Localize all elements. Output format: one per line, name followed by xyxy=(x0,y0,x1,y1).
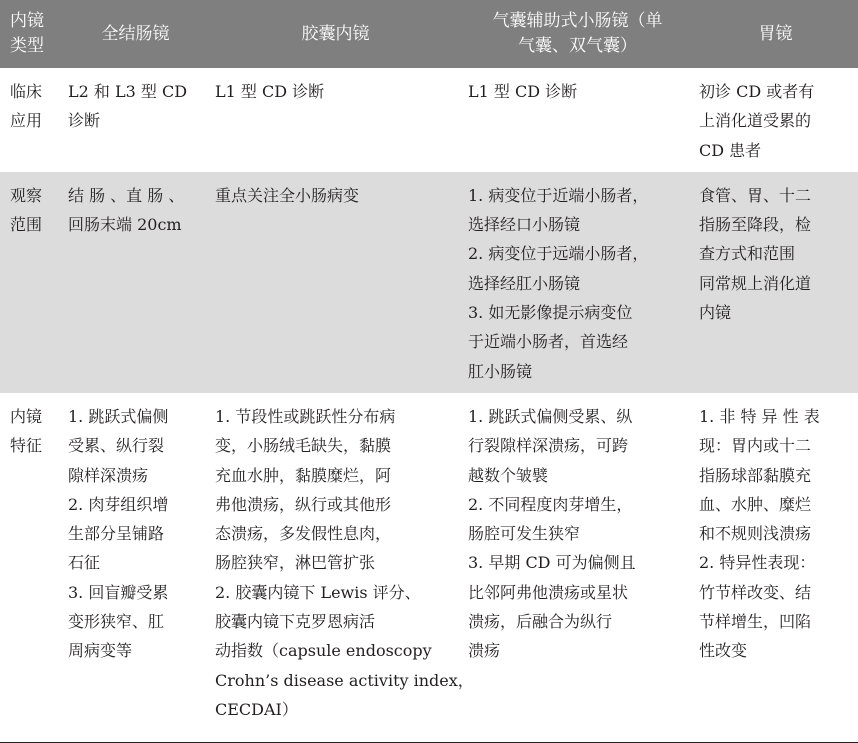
cell-line: 肠腔狭窄，淋巴管扩张 xyxy=(215,553,376,573)
cell-line: 溃疡，后融合为纵行 xyxy=(468,612,613,632)
cell-colonoscopy xyxy=(62,68,209,172)
cell-line: 竹节样改变、结 xyxy=(699,582,812,602)
cell-line: 生部分呈铺路 xyxy=(68,524,165,544)
cell-line: CECDAI） xyxy=(215,699,298,719)
header-balloon-enteroscopy: 气囊辅助式小肠镜（单 气囊、双气囊） xyxy=(462,0,693,68)
cell-line: L1 型 CD 诊断 xyxy=(468,82,578,101)
cell-line: 于近端小肠者，首选经 xyxy=(468,332,629,352)
cell-line: 结 肠 、直 肠 、 xyxy=(68,185,185,205)
header-endoscopy-type: 内镜 类型 xyxy=(0,0,62,68)
cell-line: 回肠末端 20cm xyxy=(68,215,182,235)
cell-line: CD 患者 xyxy=(699,140,762,160)
cell-line: 3. 早期 CD 可为偏侧且 xyxy=(468,553,636,573)
cell-line: 1. 跳跃式偏侧受累、纵 xyxy=(468,406,633,426)
cell-line: 2. 特异性表现： xyxy=(699,553,816,573)
cell-gastroscopy xyxy=(693,393,858,743)
cell-line: 重点关注全小肠病变 xyxy=(215,185,360,205)
cell-colonoscopy xyxy=(62,393,209,743)
cell-line: 1. 跳跃式偏侧 xyxy=(68,406,169,426)
cell-capsule-endoscopy xyxy=(209,393,474,743)
cell-line: 充血水肿，黏膜糜烂，阿 xyxy=(215,465,392,485)
cell-line: 指肠球部黏膜充 xyxy=(699,465,812,485)
cell-line: 1. 节段性或跳跃性分布病 xyxy=(215,406,396,426)
cell-balloon-enteroscopy xyxy=(462,393,693,743)
cell-line: 比邻阿弗他溃疡或星状 xyxy=(468,582,629,602)
cell-line: 受累、纵行裂 xyxy=(68,436,165,456)
header-capsule-endoscopy: 胶囊内镜 xyxy=(209,0,462,68)
cell-line: 初诊 CD 或者有 xyxy=(699,82,815,101)
cell-line: 周病变等 xyxy=(68,641,133,661)
cell-line: 胶囊内镜下克罗恩病活 xyxy=(215,612,376,632)
cell-line: 查方式和范围 xyxy=(699,244,796,264)
cell-line: 性改变 xyxy=(699,641,748,661)
cell-line: 石征 xyxy=(68,553,101,573)
cell-line: 变，小肠绒毛缺失，黏膜 xyxy=(215,436,392,456)
cell-line: 内镜 xyxy=(699,303,732,323)
cell-line: 2. 病变位于远端小肠者， xyxy=(468,244,649,264)
cell-line: 选择经口小肠镜 xyxy=(468,215,581,235)
cell-colonoscopy xyxy=(62,172,209,393)
cell-line: 2. 肉芽组织增 xyxy=(68,494,169,514)
cell-line: 现：胃内或十二 xyxy=(699,436,812,456)
cell-line: 指肠至降段，检 xyxy=(699,215,812,235)
cell-capsule-endoscopy xyxy=(209,172,462,393)
row-header: 内镜 特征 xyxy=(0,393,62,743)
cell-line: 变形狭窄、肛 xyxy=(68,612,165,632)
cell-line: 上消化道受累的 xyxy=(699,111,812,131)
cell-gastroscopy xyxy=(693,68,858,172)
cell-line: 选择经肛小肠镜 xyxy=(468,273,581,293)
header-gastroscopy: 胃镜 xyxy=(693,0,858,68)
header-colonoscopy: 全结肠镜 xyxy=(62,0,209,68)
cell-line: 隙样深溃疡 xyxy=(68,465,149,485)
row-clinical-use xyxy=(0,68,858,172)
cell-line: 1. 病变位于近端小肠者， xyxy=(468,185,649,205)
row-header: 观察 范围 xyxy=(0,172,62,393)
cell-line: 3. 如无影像提示病变位 xyxy=(468,303,633,323)
cell-line: 血、水肿、糜烂 xyxy=(699,494,812,514)
cell-line: 肠腔可发生狭窄 xyxy=(468,524,581,544)
cell-capsule-endoscopy xyxy=(209,68,462,172)
row-header: 临床 应用 xyxy=(10,82,43,131)
cell-line: 溃疡 xyxy=(468,641,501,661)
cell-line: 同常规上消化道 xyxy=(699,273,812,293)
cell-balloon-enteroscopy xyxy=(462,172,693,393)
cell-balloon-enteroscopy xyxy=(462,68,693,172)
cell-line: 肛小肠镜 xyxy=(468,361,533,381)
cell-line: 诊断 xyxy=(68,111,101,131)
cell-line: 越数个皱襞 xyxy=(468,465,549,485)
cell-line: 动指数（capsule endoscopy xyxy=(215,641,432,661)
cell-line: L2 和 L3 型 CD xyxy=(68,82,188,101)
cell-line: 3. 回盲瓣受累 xyxy=(68,582,169,602)
cell-line: 2. 胶囊内镜下 Lewis 评分、 xyxy=(215,582,421,602)
cell-line: 态溃疡，多发假性息肉， xyxy=(215,524,392,544)
cell-gastroscopy xyxy=(693,172,858,393)
cell-line: 弗他溃疡，纵行或其他形 xyxy=(215,494,392,514)
cell-line: 食管、胃、十二 xyxy=(699,185,812,205)
cell-line: 2. 不同程度肉芽增生， xyxy=(468,494,633,514)
header-row xyxy=(0,0,858,68)
row-endoscopic-features xyxy=(0,393,858,743)
cell-line: 1. 非 特 异 性 表 xyxy=(699,406,820,426)
cell-line: L1 型 CD 诊断 xyxy=(215,82,325,101)
cell-line: 节样增生，凹陷 xyxy=(699,612,812,632)
row-observation-range xyxy=(0,172,858,393)
cell-line: Crohn’s disease activity index， xyxy=(215,670,474,690)
cell-line: 和不规则浅溃疡 xyxy=(699,524,812,544)
cell-line: 行裂隙样深溃疡，可跨 xyxy=(468,436,629,456)
